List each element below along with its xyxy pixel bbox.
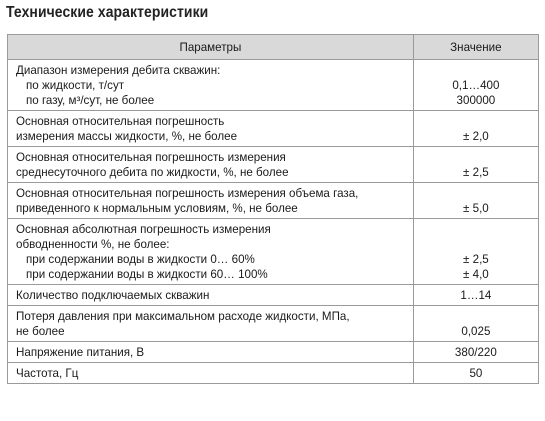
- value-line: ± 2,0: [463, 130, 489, 143]
- param-line: при содержании воды в жидкости 0… 60%: [26, 253, 255, 266]
- value-spacer: [418, 186, 534, 201]
- param-cell: [8, 183, 414, 219]
- value-spacer: [418, 114, 534, 129]
- param-line: Основная относительная погрешность: [16, 115, 225, 128]
- param-line: Количество подключаемых скважин: [16, 289, 210, 302]
- value-line: 380/220: [454, 346, 497, 359]
- value-cell: [413, 306, 538, 342]
- param-cell: [8, 363, 414, 384]
- table-row: [8, 219, 539, 285]
- param-cell: [8, 285, 414, 306]
- param-cell: [8, 342, 414, 363]
- value-line: ± 4,0: [463, 268, 489, 281]
- param-cell: [8, 306, 414, 342]
- value-cell: [413, 183, 538, 219]
- value-cell: [413, 111, 538, 147]
- header-parameters: Параметры: [8, 35, 414, 60]
- param-line: обводненности %, не более:: [16, 238, 170, 251]
- value-spacer: [418, 150, 534, 165]
- value-line: 0,1…400: [452, 79, 500, 92]
- param-line: приведенного к нормальным условиям, %, не более: [16, 202, 298, 215]
- param-line: при содержании воды в жидкости 60… 100%: [26, 268, 268, 281]
- value-cell: [413, 342, 538, 363]
- param-line: среднесуточного дебита по жидкости, %, не более: [16, 166, 289, 179]
- param-line: Основная абсолютная погрешность измерения: [16, 223, 271, 236]
- table-row: [8, 363, 539, 384]
- value-spacer: [418, 222, 534, 237]
- value-line: ± 2,5: [463, 166, 489, 179]
- value-cell: [413, 363, 538, 384]
- param-line: Основная относительная погрешность измерения: [16, 151, 286, 164]
- value-line: 1…14: [460, 289, 492, 302]
- value-spacer: [418, 237, 534, 252]
- value-cell: [413, 147, 538, 183]
- param-cell: [8, 219, 414, 285]
- value-cell: [413, 60, 538, 111]
- table-row: [8, 111, 539, 147]
- param-line: Потеря давления при максимальном расходе жидкости, МПа,: [16, 310, 350, 323]
- table-row: [8, 147, 539, 183]
- page-title: Технические характеристики: [6, 4, 209, 21]
- value-cell: [413, 285, 538, 306]
- param-cell: [8, 147, 414, 183]
- param-line: измерения массы жидкости, %, не более: [16, 130, 238, 143]
- param-line: не более: [16, 325, 65, 338]
- table-row: [8, 60, 539, 111]
- value-line: 300000: [456, 94, 496, 107]
- value-spacer: [418, 63, 534, 78]
- table-row: [8, 306, 539, 342]
- param-cell: [8, 60, 414, 111]
- value-spacer: [418, 309, 534, 324]
- value-line: ± 2,5: [463, 253, 489, 266]
- value-cell: [413, 219, 538, 285]
- table-header-row: [8, 35, 539, 60]
- param-line: Частота, Гц: [16, 367, 79, 380]
- table-row: [8, 285, 539, 306]
- table-row: [8, 342, 539, 363]
- value-line: ± 5,0: [463, 202, 489, 215]
- param-line: Основная относительная погрешность измерения объема газа,: [16, 187, 359, 200]
- table-row: [8, 183, 539, 219]
- value-line: 50: [469, 367, 483, 380]
- param-line: Диапазон измерения дебита скважин:: [16, 64, 221, 77]
- param-line: по газу, м³/сут, не более: [26, 94, 155, 107]
- param-line: по жидкости, т/сут: [26, 79, 125, 92]
- value-line: 0,025: [461, 325, 491, 338]
- specs-table: [7, 34, 539, 384]
- param-cell: [8, 111, 414, 147]
- param-line: Напряжение питания, В: [16, 346, 145, 359]
- header-value: Значение: [413, 35, 538, 60]
